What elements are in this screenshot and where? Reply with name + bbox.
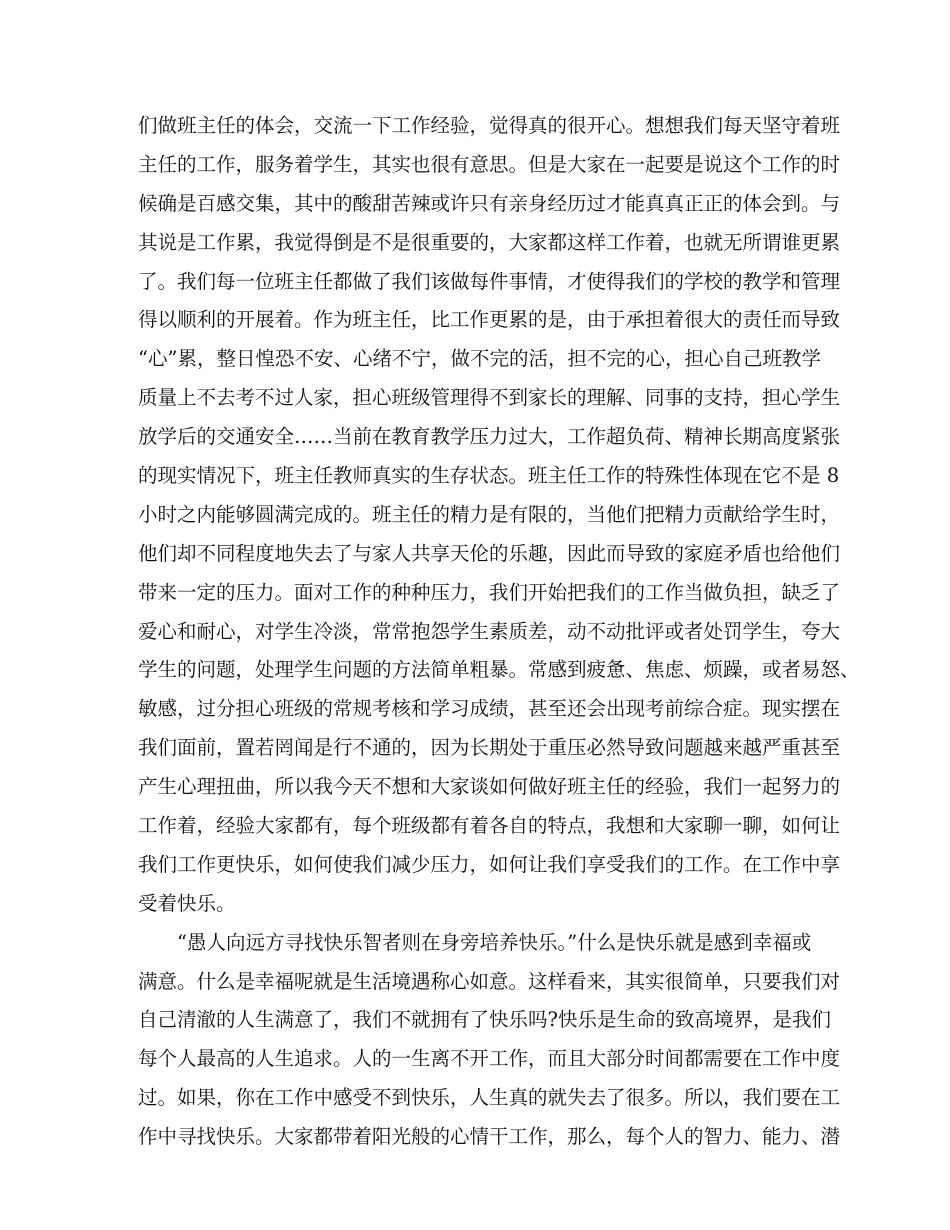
text-line: 满意。什么是幸福呢就是生活境遇称心如意。这样看来，其实很简单，只要我们对 [138, 969, 841, 993]
paragraph-start-line: “愚人向远方寻找快乐智者则在身旁培养快乐。”什么是快乐就是感到幸福或 [177, 930, 812, 954]
text-line: 的现实情况下，班主任教师真实的生存状态。班主任工作的特殊性体现在它不是 8 [138, 464, 840, 488]
text-line: 主任的工作，服务着学生，其实也很有意思。但是大家在一起要是说这个工作的时 [138, 152, 841, 176]
text-line: 小时之内能够圆满完成的。班主任的精力是有限的，当他们把精力贡献给学生时， [138, 502, 841, 526]
text-line: 其说是工作累，我觉得倒是不是很重要的，大家都这样工作着，也就无所谓谁更累 [138, 230, 841, 254]
text-line: 他们却不同程度地失去了与家人共享天伦的乐趣，因此而导致的家庭矛盾也给他们 [138, 541, 841, 565]
text-line: 产生心理扭曲，所以我今天不想和大家谈如何做好班主任的经验，我们一起努力的 [138, 775, 841, 799]
text-line: 质量上不去考不过人家，担心班级管理得不到家长的理解、同事的支持，担心学生 [138, 386, 841, 410]
text-line: 候确是百感交集，其中的酸甜苦辣或许只有亲身经历过才能真真正正的体会到。与 [138, 191, 841, 215]
text-line: 得以顺利的开展着。作为班主任，比工作更累的是，由于承担着很大的责任而导致 [138, 308, 841, 332]
text-line: 自己清澈的人生满意了，我们不就拥有了快乐吗?快乐是生命的致高境界，是我们 [138, 1008, 831, 1032]
text-line: 我们面前，置若罔闻是行不通的，因为长期处于重压必然导致问题越来越严重甚至 [138, 736, 841, 760]
text-line: 放学后的交通安全……当前在教育教学压力过大，工作超负荷、精神长期高度紧张 [138, 425, 841, 449]
text-line: 爱心和耐心，对学生冷淡，常常抱怨学生素质差，动不动批评或者处罚学生，夸大 [138, 619, 841, 643]
text-line: 受着快乐。 [138, 891, 236, 915]
text-line: 敏感，过分担心班级的常规考核和学习成绩，甚至还会出现考前综合症。现实摆在 [138, 697, 841, 721]
text-line: 每个人最高的人生追求。人的一生离不开工作，而且大部分时间都需要在工作中度 [138, 1047, 841, 1071]
text-line: “心”累，整日惶恐不安、心绪不宁，做不完的活，担不完的心，担心自己班教学 [138, 347, 821, 371]
text-line: 带来一定的压力。面对工作的种种压力，我们开始把我们的工作当做负担，缺乏了 [138, 580, 841, 604]
text-line: 过。如果，你在工作中感受不到快乐，人生真的就失去了很多。所以，我们要在工 [138, 1086, 841, 1110]
text-line: 作中寻找快乐。大家都带着阳光般的心情干工作，那么，每个人的智力、能力、潜 [138, 1125, 841, 1149]
text-line: 了。我们每一位班主任都做了我们该做每件事情，才使得我们的学校的教学和管理 [138, 269, 841, 293]
text-line: 学生的问题，处理学生问题的方法简单粗暴。常感到疲惫、焦虑、烦躁，或者易怒、 [138, 658, 860, 682]
text-line: 我们工作更快乐，如何使我们减少压力，如何让我们享受我们的工作。在工作中享 [138, 852, 841, 876]
text-line: 工作着，经验大家都有，每个班级都有着各自的特点，我想和大家聊一聊，如何让 [138, 814, 841, 838]
body-text [138, 107, 860, 1157]
text-line: 们做班主任的体会，交流一下工作经验，觉得真的很开心。想想我们每天坚守着班 [138, 114, 841, 137]
